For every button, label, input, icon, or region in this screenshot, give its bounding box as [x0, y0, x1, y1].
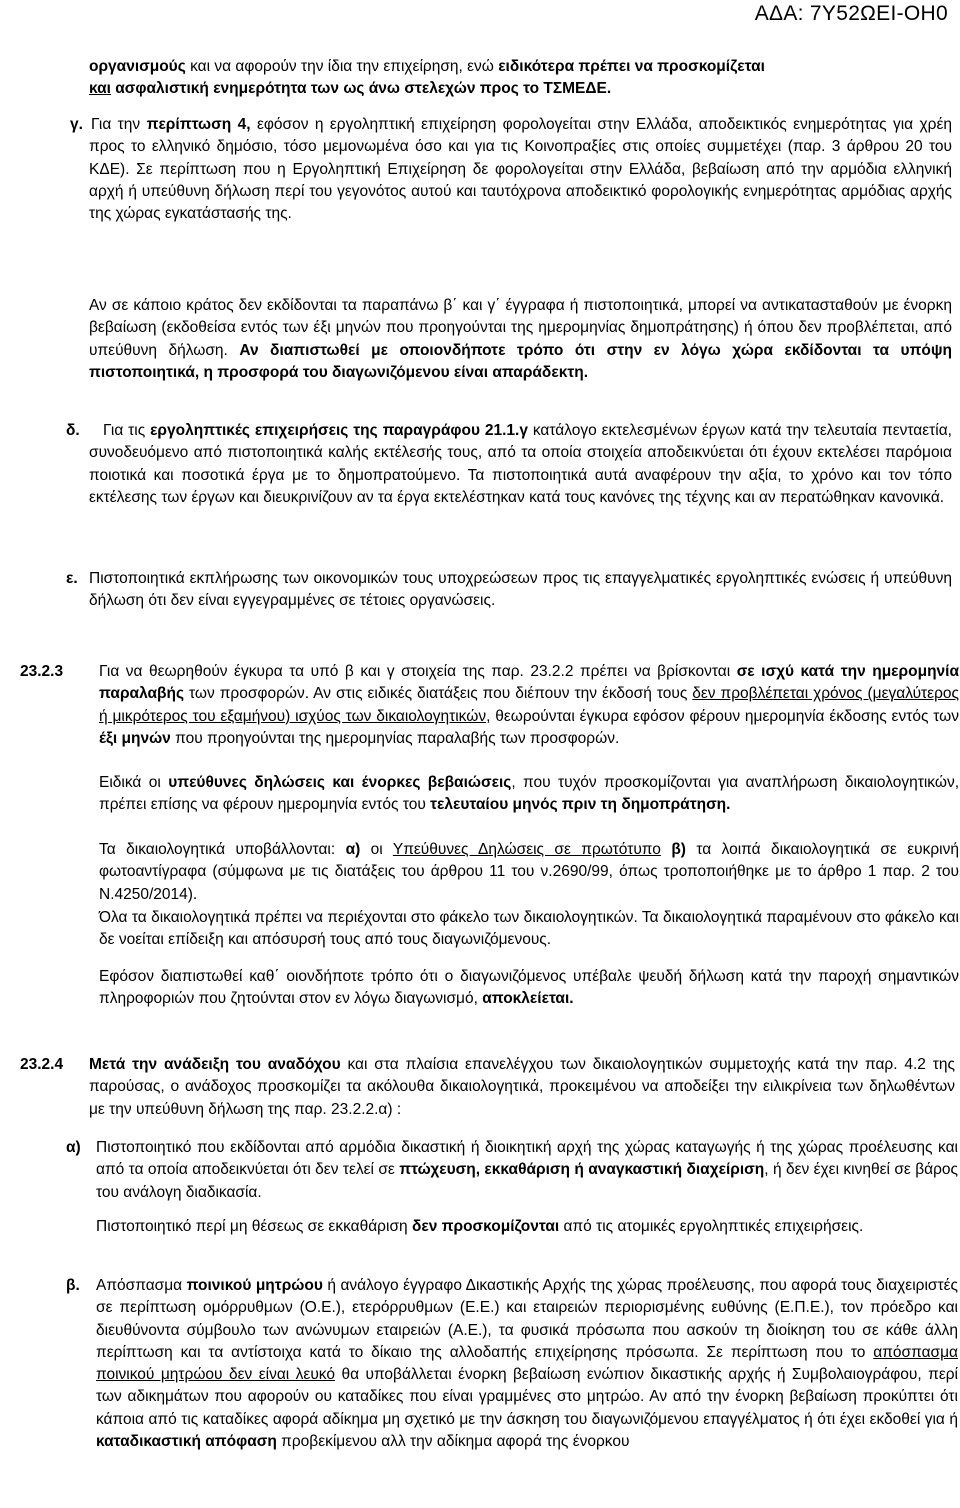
- top-s5: ασφαλιστική ενημερότητα των ως άνω στελεχών προς το ΤΣΜΕΔΕ.: [110, 80, 612, 98]
- ada-identifier: ΑΔΑ: 7Υ52ΩΕΙ-ΟΗ0: [754, 2, 948, 25]
- s2323-p2-s3: , που τυχόν προσκομίζονται για αναπλήρωση δικαιολογητικών, πρέπει επίσης να φέρουν ημερομηνία εντός του: [99, 774, 959, 814]
- top-s4: και: [89, 80, 111, 98]
- s2323-p2-s2: υπεύθυνες δηλώσεις και ένορκες βεβαιώσεις: [168, 774, 512, 791]
- s2323-p1-s6: έξι μηνών: [99, 729, 171, 747]
- s2323-p3-s6: β): [671, 841, 686, 858]
- section-23-2-4-number: 23.2.4: [20, 1056, 64, 1073]
- s2323-p3-s7: τα λοιπά δικαιολογητικά σε ευκρινή φωτοαντίγραφα (σύμφωνα με τις διατάξεις του άρθρου 11 του ν.2690/99, όπως τροποποιήθηκε με το άρθρο 1 παρ. 2 του Ν.4250/2014).: [99, 841, 959, 903]
- s2323-p4: Όλα τα δικαιολογητικά πρέπει να περιέχονται στο φάκελο των δικαιολογητικών. Τα δικαιολογητικά παραμένουν στο φάκελο και δε νοείται επίδειξη και απόσυρσή τους από τους διαγωνιζόμενους.: [99, 909, 959, 949]
- beta-s5: θα υποβάλλεται ένορκη βεβαίωση ενώπιον δικαστικής αρχής ή Συμβολαιογράφου, περί των αδικημάτων που αφορούν ου καταδίκες που είναι γραμμένες στο μητρώο. Αν από την ένορκη βεβαίωση προκύπτει ότι κάποια από τις καταδίκες αφορά αδίκημα μη σχετικό με την άσκηση του διαγωνιζόμενου επαγγέλματος ή ότι έχει εκδοθεί για: [96, 1366, 958, 1428]
- delta-s3: κατάλογο εκτελεσμένων έργων κατά την τελευταία πενταετία, συνοδευόμενο από πιστοποιητικά καλής εκτέλεσής τους, από τα οποία στοιχεία αποδεικνύεται ότι έχουν εκτελέσει παρόμοια ποιοτικά και ποσοτικά έργα με το δημοπρατούμενο. Τα πιστοποιητικά αυτά αναφέρουν την αξία, το χρόνο και τον τόπο εκτέλεσης των έργων και διευκρινίζουν αν τα έργα εκτελέστηκαν κατά τους κανόνες της τέχνης και αν περατώθηκαν κανονικά.: [89, 422, 952, 506]
- delta-s1: Για τις: [103, 422, 151, 439]
- gamma-s1: Για την: [91, 116, 147, 133]
- epsilon-label: ε.: [66, 570, 78, 587]
- alt-s1: Αν σε κάποιο κράτος δεν εκδίδονται τα παραπάνω β΄ και γ΄ έγγραφα ή πιστοποιητικά, μπορεί να αντικατασταθούν με ένορκη βεβαίωση (εκδοθείσα εντός των έξι μηνών που προηγούνται της ημερομηνίας δημοπράτησης) ή όπου δεν προβλέπεται, από υπεύθυνη δήλωση.: [89, 297, 952, 359]
- gamma-paragraph: [89, 114, 952, 225]
- beta-s1: Απόσπασμα: [96, 1277, 187, 1294]
- beta-s2: ποινικού μητρώου: [186, 1277, 323, 1294]
- s2323-para4: [99, 907, 959, 952]
- s2323-p1-s4: δεν προβλέπεται χρόνος (μεγαλύτερος ή μικρότερος του εξαμήνου) ισχύος των δικαιολογητικών,: [99, 685, 959, 725]
- alpha-label: α): [66, 1139, 81, 1156]
- delta-label: δ.: [66, 422, 80, 439]
- top-paragraph: [89, 56, 952, 101]
- beta-s7: καταδικαστική απόφαση: [96, 1433, 277, 1451]
- s2323-para5: [99, 966, 959, 1011]
- s2323-p3-s3: οι: [360, 841, 393, 858]
- epsilon-paragraph: [89, 568, 952, 613]
- top-s3: ειδικότερα πρέπει να προσκομίζεται: [498, 58, 765, 75]
- delta-s2: εργοληπτικές επιχειρήσεις της παραγράφου 21.1.γ: [150, 422, 528, 439]
- alpha-p2-s1: Πιστοποιητικό περί μη θέσεως σε εκκαθάριση: [96, 1218, 412, 1235]
- s2323-p5-s1: Εφόσον διαπιστωθεί καθ΄ οιονδήποτε τρόπο ότι ο διαγωνιζόμενος υπέβαλε ψευδή δήλωση κατά την παροχή σημαντικών πληροφοριών που ζητούνται στον εν λόγω διαγωνισμό,: [99, 968, 959, 1008]
- s2323-para3: [99, 839, 959, 906]
- s2323-p1-s2: σε ισχύ κατά την ημερομηνία παραλαβής: [99, 663, 959, 703]
- s2323-p1-s5: θεωρούνται έγκυρα εφόσον φέρουν ημερομηνία έκδοσης εντός των: [490, 707, 959, 725]
- alpha-paragraph: [96, 1137, 958, 1204]
- s2323-p3-s5: [661, 841, 671, 858]
- s2323-p3-s4: Υπεύθυνες Δηλώσεις σε πρωτότυπο: [392, 841, 661, 858]
- alpha-p2-s3: από τις ατομικές εργοληπτικές επιχειρήσεις.: [559, 1218, 864, 1235]
- s2323-p5-s2: αποκλείεται.: [482, 990, 574, 1008]
- alt-s2: Αν διαπιστωθεί με οποιονδήποτε τρόπο ότι στην εν λόγω χώρα εκδίδονται τα υπόψη πιστοποιητικά, η προσφορά του διαγωνιζόμενου είναι απαράδεκτη.: [89, 341, 952, 381]
- alpha-p2-s2: δεν προσκομίζονται: [411, 1218, 560, 1235]
- top-s2: και να αφορούν την ίδια την επιχείρηση, ενώ: [185, 58, 499, 75]
- s2323-para1: [99, 661, 959, 750]
- alpha-paragraph-2: [96, 1216, 958, 1238]
- section-23-2-3-number: 23.2.3: [20, 663, 64, 680]
- beta-s8: προβεκίμενου αλλ την αδίκημα αφορά της ένορκου: [276, 1433, 630, 1451]
- s2323-para2: [99, 772, 959, 817]
- s2324-s1: Μετά την ανάδειξη του αναδόχου: [89, 1056, 341, 1073]
- delta-paragraph: [89, 420, 952, 509]
- alternative-paragraph: [89, 295, 952, 384]
- s2323-p1-s3: των προσφορών. Αν στις ειδικές διατάξεις που διέπουν την έκδοσή τους: [184, 685, 693, 703]
- gamma-s3: εφόσον η εργοληπτική επιχείρηση φορολογείται στην Ελλάδα, αποδεικτικός ενημερότητας για χρέη προς το ελληνικό δημόσιο, τόσο μεμονωμένα όσο και για τις Κοινοπραξίες στις οποίες συμμετέχει (παρ. 3 άρθρου 20 του ΚΔΕ). Σε περίπτωση που η Εργοληπτική Επιχείρηση δε φορολογείται στην Ελλάδα, βεβαίωση από την αρμόδια ελληνική αρχή ή υπεύθυνη δήλωση περί του γεγονότος αυτού και ταυτόχρονα αποδεικτικό φορολογικής ενημερότητας αρμόδιας αρχής της χώρας εγκατάστασής της.: [89, 116, 952, 223]
- s2323-p1-s1: Για να θεωρηθούν έγκυρα τα υπό β και γ στοιχεία της παρ. 23.2.2 πρέπει να βρίσκονται: [99, 663, 737, 680]
- s2323-p2-s1: Ειδικά οι: [99, 774, 169, 791]
- alpha-s3: , ή δεν έχει κινηθεί σε βάρος του ανάλογη διαδικασία.: [96, 1161, 958, 1201]
- beta-s3: ή ανάλογο έγγραφο Δικαστικής Αρχής της χώρας προέλευσης, που αφορά τους διαχειριστές σε περίπτωση ομόρρυθμων (Ο.Ε.), ετερόρρυθμων (Ε.Ε.) και εταιρειών περιορισμένης ευθύνης (Ε.Π.Ε.), τον πρόεδρο και διευθύνοντα σύμβουλο των ανώνυμων εταιρειών (Α.Ε.), τα φυσικά πρόσωπα που ασκούν τη διοίκηση του σε κάθε άλλη περίπτωση και τα αντίστοιχα κατά το δίκαιο της αλλοδαπής επιχείρησης πρόσωπα. Σε περίπτωση που το: [96, 1277, 958, 1361]
- s2323-p3-s1: Τα δικαιολογητικά υποβάλλονται:: [99, 841, 346, 858]
- gamma-label: γ.: [70, 116, 83, 133]
- s2323-p1-s7: που προηγούνται της ημερομηνίας παραλαβής των προσφορών.: [170, 729, 620, 747]
- s2323-p3-s2: α): [345, 841, 361, 858]
- s2324-paragraph: [89, 1054, 955, 1121]
- top-s1: οργανισμούς: [89, 58, 186, 75]
- alpha-s1: Πιστοποιητικό που εκδίδονται από αρμόδια δικαστική ή διοικητική αρχή της χώρας καταγωγής ή της χώρας προέλευσης και από τα οποία αποδεικνύεται ότι δεν τελεί σε: [96, 1139, 958, 1179]
- beta-s6: ή: [949, 1410, 958, 1428]
- s2324-s2: και στα πλαίσια επανελέγχου των δικαιολογητικών συμμετοχής κατά την παρ. 4.2 της παρούσας, ο ανάδοχος προσκομίζει τα ακόλουθα δικαιολογητικά, προκειμένου να αποδείξει την ειλικρίνεια των δηλωθέντων με την υπεύθυνη δήλωση της παρ. 23.2.2.α) :: [89, 1056, 955, 1118]
- epsilon-text: Πιστοποιητικά εκπλήρωσης των οικονομικών τους υποχρεώσεων προς τις επαγγελματικές εργοληπτικές ενώσεις ή υπεύθυνη δήλωση ότι δεν είναι εγγεγραμμένες σε τέτοιες οργανώσεις.: [89, 570, 952, 610]
- s2323-p2-s4: τελευταίου μηνός πριν τη δημοπράτηση.: [430, 796, 731, 814]
- beta-label: β.: [66, 1277, 80, 1294]
- beta-s4: απόσπασμα ποινικού μητρώου δεν είναι λευκό: [96, 1343, 958, 1384]
- alpha-s2: πτώχευση, εκκαθάριση ή αναγκαστική διαχείριση: [399, 1161, 765, 1179]
- beta-paragraph: [96, 1275, 958, 1453]
- gamma-s2: περίπτωση 4,: [146, 116, 251, 133]
